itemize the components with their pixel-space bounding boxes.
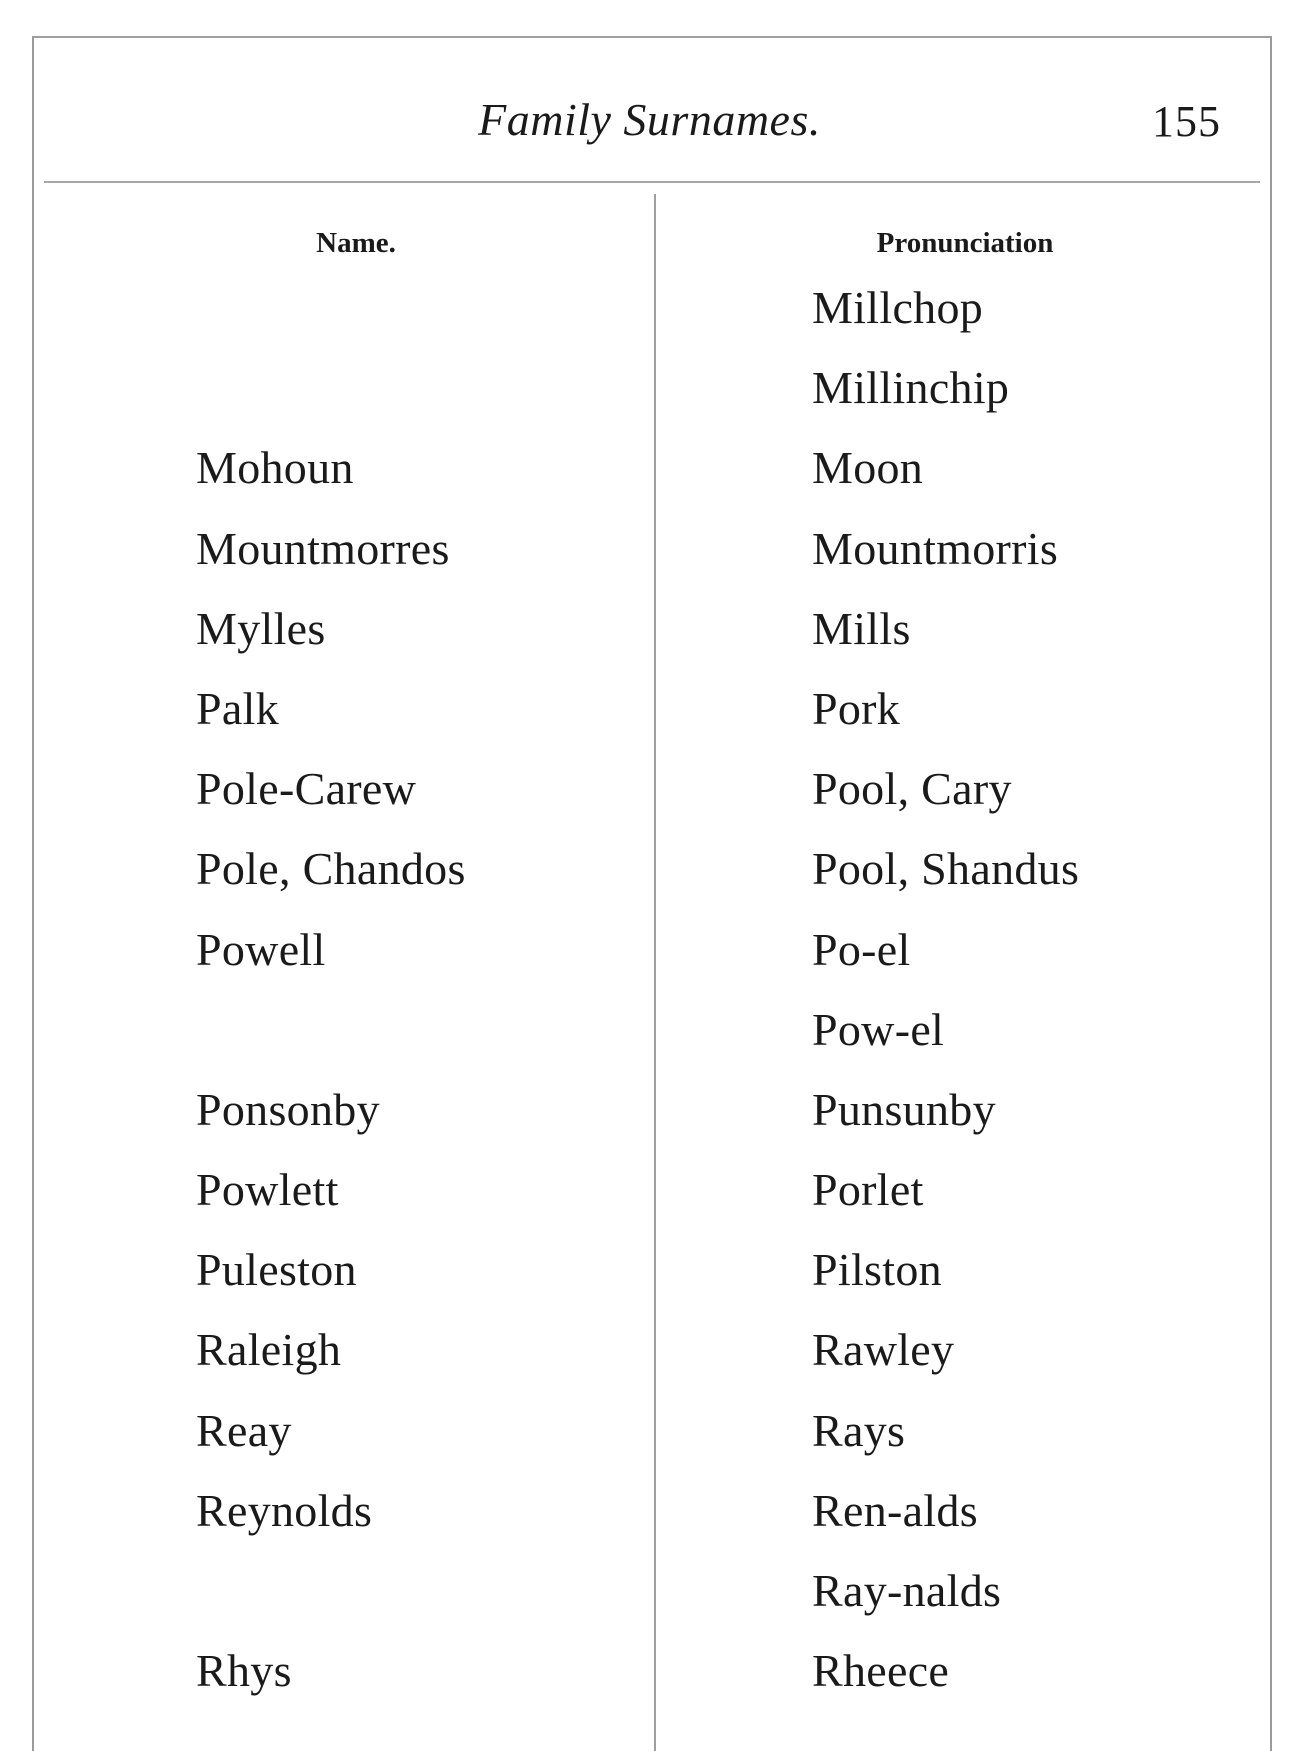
list-item [0, 1154, 1299, 1234]
list-item [0, 673, 1299, 753]
pronunciation: Moon [812, 442, 924, 494]
pronunciation: Pool, Shandus [812, 843, 1080, 895]
list-item [0, 1314, 1299, 1394]
pronunciation: Ren-alds [812, 1484, 978, 1536]
pronunciation: Rays [812, 1404, 906, 1456]
list-item [0, 432, 1299, 512]
surname: Reay [196, 1404, 292, 1456]
surname: Reynolds [196, 1484, 373, 1536]
surname: Palk [196, 682, 279, 734]
surname: Pole-Carew [196, 763, 417, 815]
pronunciation: Rheece [812, 1645, 950, 1697]
surname: Powell [196, 923, 326, 975]
list-item [0, 914, 1299, 994]
surname: Ponsonby [196, 1083, 380, 1135]
page-number: 155 [1152, 97, 1221, 146]
list-item [0, 513, 1299, 593]
surname: Mountmorres [196, 522, 450, 574]
surname-list [0, 272, 1299, 1715]
pronunciation: Pool, Cary [812, 763, 1012, 815]
surname: Raleigh [196, 1324, 342, 1376]
list-item [0, 1635, 1299, 1715]
surname: Powlett [196, 1164, 339, 1216]
pronunciation: Punsunby [812, 1083, 996, 1135]
name-column-header: Name. [316, 227, 396, 259]
list-item [0, 833, 1299, 913]
list-item [0, 1475, 1299, 1555]
surname: Puleston [196, 1244, 357, 1296]
pronunciation: Ray-nalds [812, 1565, 1002, 1616]
list-item [0, 1074, 1299, 1154]
pronunciation: Po-el [812, 923, 911, 975]
list-item [0, 272, 1299, 352]
running-head [0, 90, 1299, 150]
surname: Pole, Chandos [196, 843, 466, 895]
pronunciation: Millinchip [812, 362, 1010, 414]
pronunciation: Millchop [812, 282, 984, 333]
list-item [0, 352, 1299, 432]
surname: Rhys [196, 1645, 292, 1697]
pronunciation: Rawley [812, 1324, 955, 1376]
list-item [0, 1555, 1299, 1635]
pronunciation: Mountmorris [812, 522, 1059, 574]
pronunciation-column-header: Pronunciation [876, 227, 1054, 259]
list-item [0, 753, 1299, 833]
pronunciation: Mills [812, 602, 911, 654]
pronunciation: Porlet [812, 1164, 924, 1216]
pronunciation: Pork [812, 682, 901, 734]
list-item [0, 1234, 1299, 1314]
page-title: Family Surnames. [478, 94, 821, 145]
header-rule [44, 181, 1260, 183]
surname: Mylles [196, 602, 326, 654]
surname: Mohoun [196, 442, 354, 494]
list-item [0, 994, 1299, 1074]
pronunciation: Pilston [812, 1244, 942, 1296]
list-item [0, 1395, 1299, 1475]
list-item [0, 593, 1299, 673]
pronunciation: Pow-el [812, 1003, 945, 1055]
